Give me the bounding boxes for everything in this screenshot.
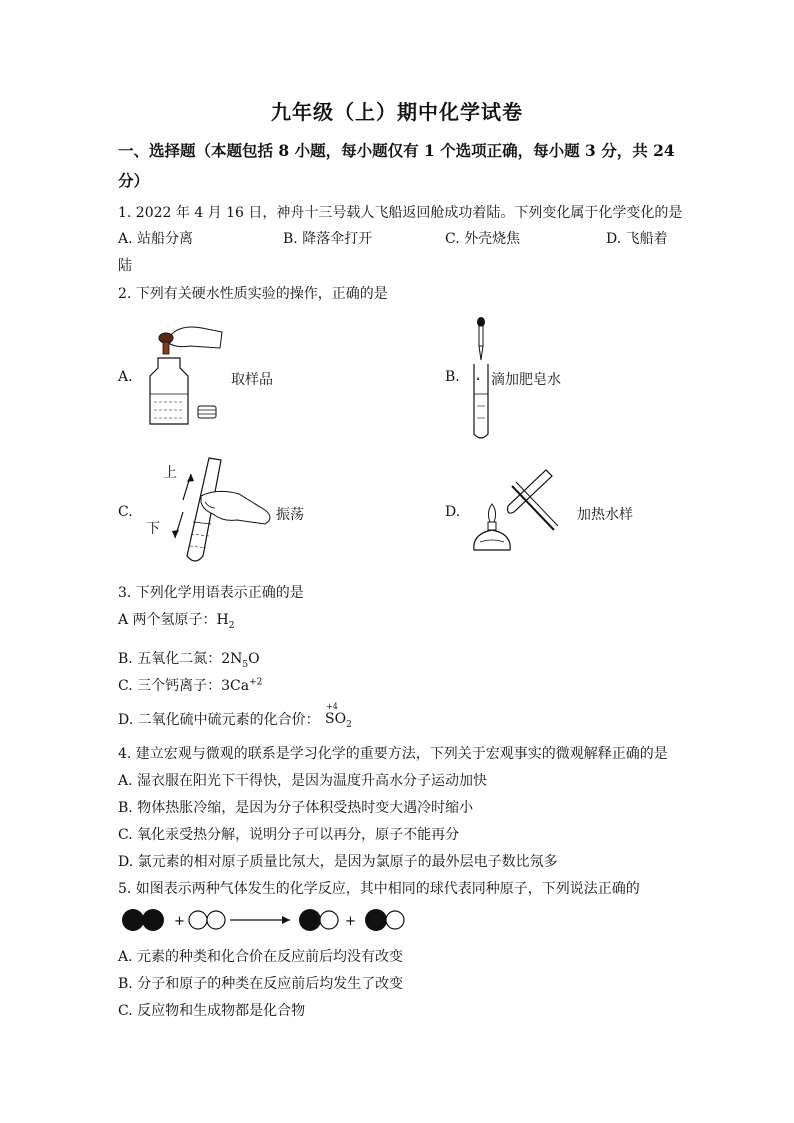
q2-option-c-down: 下: [146, 521, 160, 537]
q2-option-b-letter: B.: [445, 369, 460, 385]
section-heading: 一、选择题（本题包括 8 小题，每小题仅有 1 个选项正确，每小题 3 分，共 24: [118, 141, 675, 160]
q1-option-d: D. 飞船着: [606, 231, 668, 247]
black-atom: [365, 909, 387, 931]
black-atom: [122, 909, 144, 931]
q2-option-a-caption: 取样品: [231, 372, 273, 388]
q4-option-d: D. 氯元素的相对原子质量比氖大，是因为氯原子的最外层电子数比氖多: [118, 854, 558, 870]
q2-option-d-letter: D.: [445, 504, 461, 520]
q2-option-c-caption: 振荡: [276, 507, 304, 523]
q4-option-b: B. 物体热胀冷缩，是因为分子体积受热时变大遇冷时缩小: [118, 800, 474, 816]
q1-option-b: B. 降落伞打开: [283, 231, 373, 247]
page-title: 九年级（上）期中化学试卷: [271, 100, 523, 124]
q1-option-a: A. 站船分离: [118, 231, 194, 247]
q2-option-c-up: 上: [163, 465, 177, 481]
question-5-stem: 5. 如图表示两种气体发生的化学反应，其中相同的球代表同种原子，下列说法正确的: [118, 881, 640, 897]
q3-option-c: C. 三个钙离子：$3Ca^{+2}$: [118, 677, 263, 694]
black-atom: [299, 909, 321, 931]
q4-option-c: C. 氧化汞受热分解，说明分子可以再分，原子不能再分: [118, 827, 460, 843]
q3-option-d: D. 二氧化硫中硫元素的化合价：: [118, 712, 320, 728]
question-1-stem: 1. 2022 年 4 月 16 日，神舟十三号载人飞船返回舱成功着陆。下列变化属于化学变化的是: [118, 205, 683, 221]
q2-option-b-caption: 滴加肥皂水: [491, 372, 561, 388]
q5-option-b: B. 分子和原子的种类在反应前后均发生了改变: [118, 976, 404, 992]
white-atom: [320, 911, 338, 929]
plus-sign: +: [174, 914, 185, 929]
q2-option-d-caption: 加热水样: [577, 507, 633, 523]
q5-option-c: C. 反应物和生成物都是化合物: [118, 1003, 306, 1019]
reaction-diagram: [118, 906, 418, 936]
black-atom: [142, 909, 164, 931]
q4-option-a: A. 湿衣服在阳光下干得快，是因为温度升高水分子运动加快: [118, 773, 488, 789]
question-3-stem: 3. 下列化学用语表示正确的是: [118, 585, 304, 601]
q5-option-a: A. 元素的种类和化合价在反应前后均没有改变: [118, 949, 404, 965]
sampling-illustration: [140, 318, 230, 430]
white-atom: [207, 911, 225, 929]
q2-option-a-letter: A.: [118, 369, 133, 385]
white-atom: [189, 911, 207, 929]
question-2-stem: 2. 下列有关硬水性质实验的操作，正确的是: [118, 286, 388, 302]
q3-option-d-valence: +4: [326, 702, 338, 711]
q1-option-c: C. 外壳烧焦: [445, 231, 521, 247]
heating-illustration: [468, 466, 568, 554]
plus-sign: +: [345, 914, 356, 929]
section-heading-wrap: 分）: [118, 171, 150, 190]
question-4-stem: 4. 建立宏观与微观的联系是学习化学的重要方法，下列关于宏观事实的微观解释正确的是: [118, 746, 668, 762]
q1-option-d-wrap: 陆: [118, 258, 132, 274]
shaking-illustration: [165, 452, 280, 570]
white-atom: [386, 911, 404, 929]
q3-option-a: A 两个氢原子：$H_2$: [118, 612, 235, 631]
q3-option-d-formula: $SO_2$: [325, 711, 352, 730]
q2-option-c-letter: C.: [118, 504, 133, 520]
q3-option-b: B. 五氧化二氮：$2N_5O$: [118, 651, 260, 670]
